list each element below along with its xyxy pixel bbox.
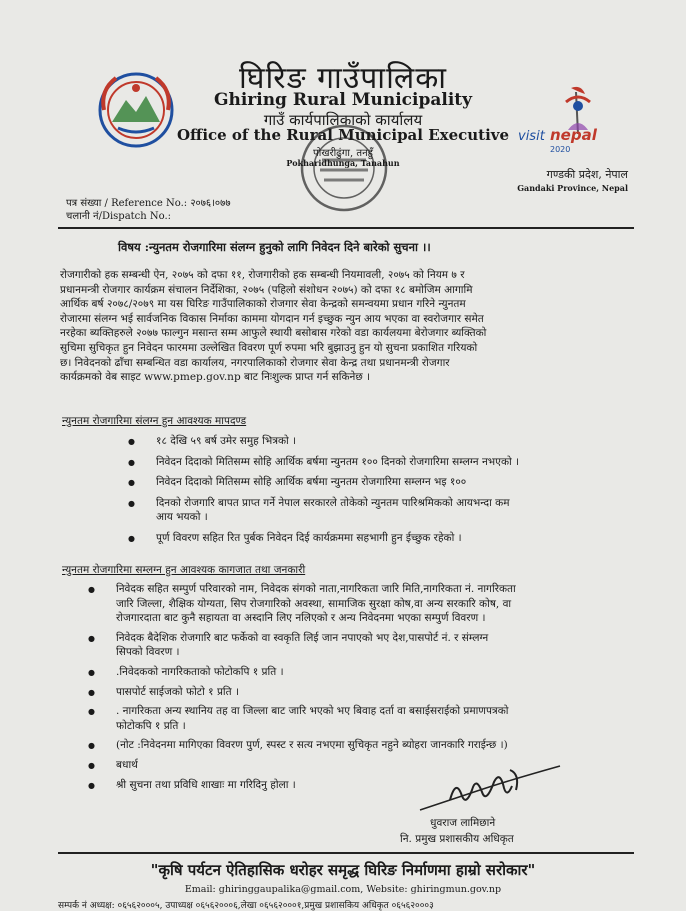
notice-intro-paragraph	[60, 268, 620, 385]
intro-line: प्रधानमन्त्री रोजगार कार्यक्रम संचालन निर्देशिका, २०७५ (पहिलो संशोधन २०७५) को दफा १८ बमोजिम आगामि	[60, 283, 473, 296]
intro-line: रोजारमा संलग्न भई सार्वजनिक विकास निर्माका काममा योगदान गर्न इच्छुक न्युन आय भएका वा स्वरोजगार समेत	[60, 312, 484, 325]
documents-section-title: न्युनतम रोजगारिमा सम्लग्न हुन आवश्यक कागजात तथा जनकारी	[62, 564, 306, 576]
notice-subject: विषय :न्युनतम रोजगारिमा संलग्न हुनुको लागि निवेदन दिने बारेको सुचना ।।	[118, 240, 431, 254]
criteria-list	[128, 434, 519, 552]
signatory-title: नि. प्रमुख प्रशासकीय अधिकृत	[400, 833, 514, 845]
list-item: ● (नोट :निवेदनमा मागिएका विवरण पुर्ण, स्पस्ट र सत्य नभएमा सुचिकृत नहुने ब्योहरा जानकारि गराईन्छ ।)	[84, 738, 516, 753]
list-item: ● .निवेदकको नागरिकताको फोटोकपि १ प्रति ।	[84, 665, 516, 680]
office-name-english: Office of the Rural Municipal Executive	[176, 126, 510, 144]
intro-line: छ। निवेदनको ढाँचा सम्बन्धित वडा कार्यालय, नगरपालिकाको रोजगार सेवा केन्द्र तथा प्रधानमन्त्री रोजगार	[60, 356, 450, 369]
criteria-section-title: न्युनतम रोजगारिमा संलग्न हुन आवश्यक मापदण्ड	[62, 415, 247, 427]
list-item: ● निवेदन दिदाको मितिसम्म सोहि आर्थिक बर्षमा न्युनतम रोजगारिमा सम्लग्न भइ १००	[128, 475, 519, 490]
footer-contact: Email: ghiringgaupalika@gmail.com, Website: ghiringmun.gov.np	[184, 884, 502, 895]
list-item: ● दिनको रोजगारि बापत प्राप्त गर्ने नेपाल सरकारले तोकेको न्युनतम पारिश्रमिकको आयभन्दा कम आय भयको ।	[128, 496, 519, 525]
intro-line: कार्यक्रमको वेब साइट www.pmep.gov.np बाट निःशुल्क प्राप्त गर्न सकिनेछ ।	[60, 371, 371, 384]
office-address-english: Pokharidhunga, Tanahun	[286, 158, 400, 168]
svg-text:nepal: nepal	[550, 126, 597, 144]
municipality-name-english: Ghiring Rural Municipality	[213, 90, 473, 110]
intro-line: नरहेका ब्यक्तिहरुले २०७७ फाल्गुन मसान्त सम्म आफुले स्थायी बसोबास गरेको वडा कार्यलयमा बेरोजगार ब्यक्तिको	[60, 327, 487, 340]
header-divider	[58, 227, 634, 229]
footer-phone-numbers: सम्पर्क नं अध्यक्ष: ०६५६२०००५, उपाध्यक्ष ०६५६२०००६,लेखा ०६५६२०००१,प्रमुख प्रशासकिय अधिकृत ०६५६२०००३	[58, 901, 434, 911]
intro-line: सुचिमा सुचिकृत हुन निवेदन फारममा उल्लेखित विवरण पूर्ण रुपमा भरि बुझाउनु हुन यो सुचना प्रकाशित गरियको	[60, 341, 478, 354]
svg-text:visit: visit	[518, 129, 545, 144]
signatory-name: धुवराज लामिछाने	[430, 817, 496, 829]
province-english: Gandaki Province, Nepal	[517, 183, 628, 193]
svg-text:2020: 2020	[550, 145, 571, 154]
province-nepali: गण्डकी प्रदेश, नेपाल	[546, 168, 628, 181]
handwritten-signature	[410, 760, 570, 820]
footer-motto: "कृषि पर्यटन ऐतिहासिक धरोहर समृद्ध घिरिङ निर्माणमा हाम्रो सरोकार"	[150, 861, 536, 879]
list-item: ● पूर्ण विवरण सहित रित पुर्बक निवेदन दिई कार्यक्रममा सहभागी हुन ईच्छुक रहेको ।	[128, 531, 519, 546]
list-item: ● निवेदक बैदेशिक रोजगारि बाट फर्केको वा स्वकृति लिई जान नपाएको भए देश,पासपोर्ट नं. र संम्लग्न सिपको विवरण ।	[84, 631, 516, 660]
list-item: ● पासपोर्ट साईजको फोटो १ प्रति ।	[84, 685, 516, 700]
office-name-nepali: गाउँ कार्यपालिकाको कार्यालय	[263, 111, 423, 129]
office-address-nepali: पोखरीढुंगा, तनहुँ	[313, 148, 373, 159]
intro-line: रोजगारीको हक सम्बन्धी ऐन, २०७५ को दफा ११, रोजगारीको हक सम्बन्धी नियमावली, २०७५ को नियम ७ र	[60, 269, 465, 281]
list-item: ● निवेदन दिदाको मितिसम्म सोहि आर्थिक बर्षमा न्युनतम १०० दिनको रोजगारिमा सम्लग्न नभएको ।	[128, 455, 519, 470]
list-item: ● १८ देखि ५९ बर्ष उमेर समुह भित्रको ।	[128, 434, 519, 449]
reference-number: पत्र संख्या / Reference No.: २०७६।०७७	[66, 198, 231, 209]
intro-line: आर्थिक बर्ष २०७८/२०७९ मा यस घिरिङ गाउँपालिकाको रोजगार सेवा केन्द्रको समन्वयमा प्रधान गरिने न्युनतम	[60, 298, 466, 311]
list-item: ● बधार्थ	[84, 758, 516, 773]
list-item: ● निवेदक सहित सम्पुर्ण परिवारको नाम, निवेदक संगको नाता,नागरिकता जारि मिति,नागरिकता नं. नागरिकता जारि जिल्ला, शैक्षिक योग्यता, सिप रोजगारिको अवस्था, सामाजिक सुरक्षा कोष,वा अन्य सरकारि कोष, वा रोजगारदाता बाट कुनै सहायता वा अस्दानि लिए नलिएको र अन्य निवेदनमा भएका सम्पुर्ण विवरण ।	[84, 582, 516, 626]
list-item: ● . नागरिकता अन्य स्थानिय तह वा जिल्ला बाट जारि भएको भए बिवाह दर्ता वा बसाईसराईको प्रमाणपत्रको फोटोकपि १ प्रति ।	[84, 704, 516, 733]
list-item: ● श्री सुचना तथा प्रविधि शाखाः मा गरिदिनु होला ।	[84, 778, 516, 793]
municipality-name-nepali: घिरिङ गाउँपालिका	[238, 61, 448, 96]
dispatch-number: चलानी नं/Dispatch No.:	[66, 211, 172, 222]
footer-divider	[58, 852, 634, 854]
